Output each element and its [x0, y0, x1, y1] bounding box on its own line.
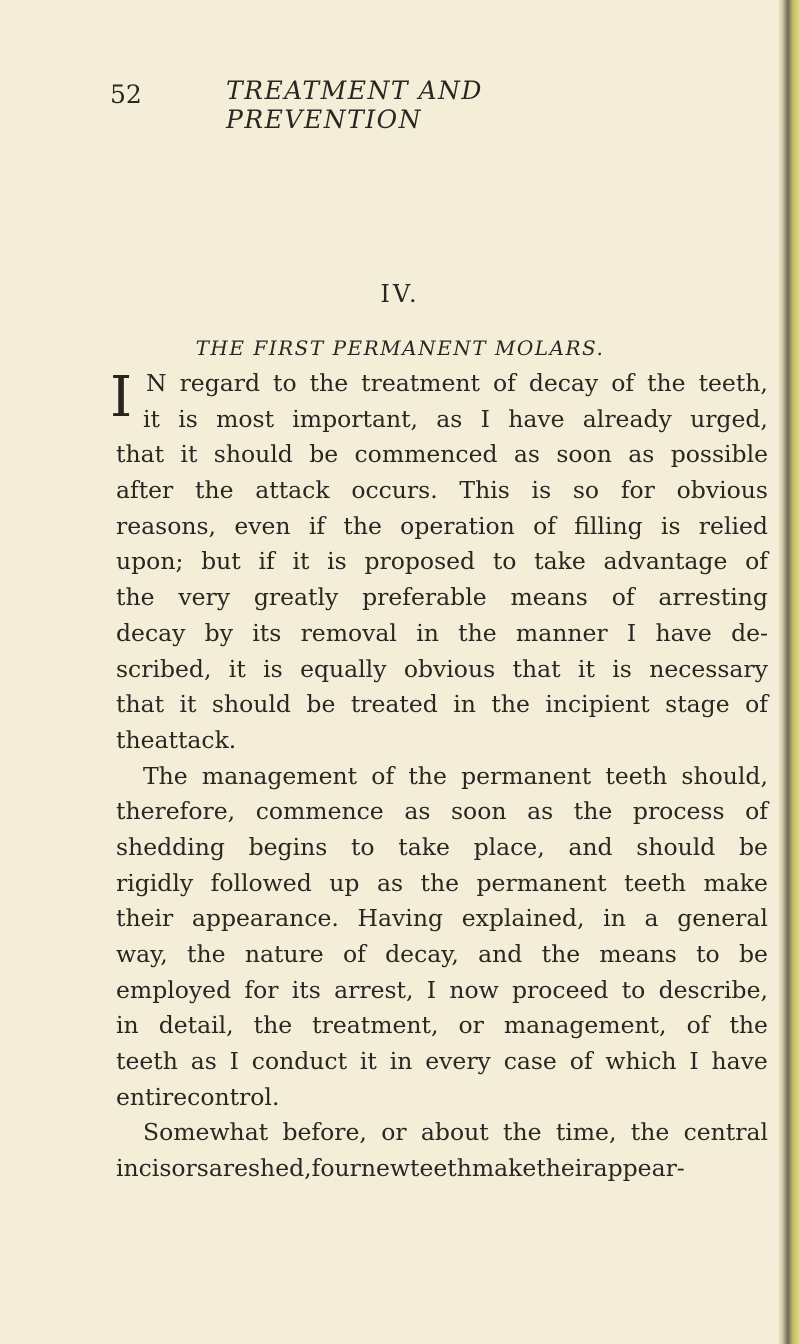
paragraph: [116, 759, 768, 1116]
text-line: therefore, commence as soon as the process of: [116, 797, 768, 826]
chapter-title: THE FIRST PERMANENT MOLARS.: [195, 336, 605, 360]
text-line: after the attack occurs. This is so for obvious: [116, 476, 768, 505]
text-line: upon; but if it is proposed to take advantage of: [116, 547, 768, 576]
text-line: entire control.: [116, 1082, 280, 1111]
text-line: rigidly followed up as the permanent teeth make: [116, 868, 768, 897]
text-line: in detail, the treatment, or management, of the: [116, 1011, 768, 1040]
text-line: scribed, it is equally obvious that it is necessary: [116, 654, 768, 683]
text-line: employed for its arrest, I now proceed to describe,: [116, 975, 768, 1004]
chapter-number: IV.: [380, 280, 420, 308]
text-line: decay by its removal in the manner I have de-: [116, 618, 768, 647]
body-text: [110, 365, 768, 1187]
text-line: it is most important, as I have already urged,: [143, 404, 768, 433]
text-line: teeth as I conduct it in every case of which I have: [116, 1047, 768, 1076]
text-line: Somewhat before, or about the time, the central: [143, 1118, 768, 1147]
page-edge: [778, 0, 800, 1344]
text-line: that it should be treated in the incipient stage of: [116, 690, 768, 719]
text-line: I N regard to the treatment of decay of the teeth,: [110, 365, 768, 430]
text-line: that it should be commenced as soon as possible: [116, 440, 768, 469]
running-title: TREATMENT AND PREVENTION: [226, 76, 483, 134]
text-line: their appearance. Having explained, in a general: [116, 904, 768, 933]
text-line: shedding begins to take place, and should be: [116, 832, 768, 861]
drop-cap: I: [110, 365, 133, 430]
text-line: reasons, even if the operation of filling is relied: [116, 511, 768, 540]
page-number: 52: [110, 80, 142, 109]
paragraph: [116, 1115, 768, 1186]
text-line: the very greatly preferable means of arresting: [116, 583, 768, 612]
text-line: incisors are shed, four new teeth make their appear-: [116, 1154, 685, 1183]
page-header: [110, 72, 670, 134]
text-line: way, the nature of decay, and the means to be: [116, 940, 768, 968]
text-line: the attack.: [116, 725, 237, 754]
paragraph: [110, 365, 768, 759]
text-line: The management of the permanent teeth should,: [143, 761, 768, 790]
